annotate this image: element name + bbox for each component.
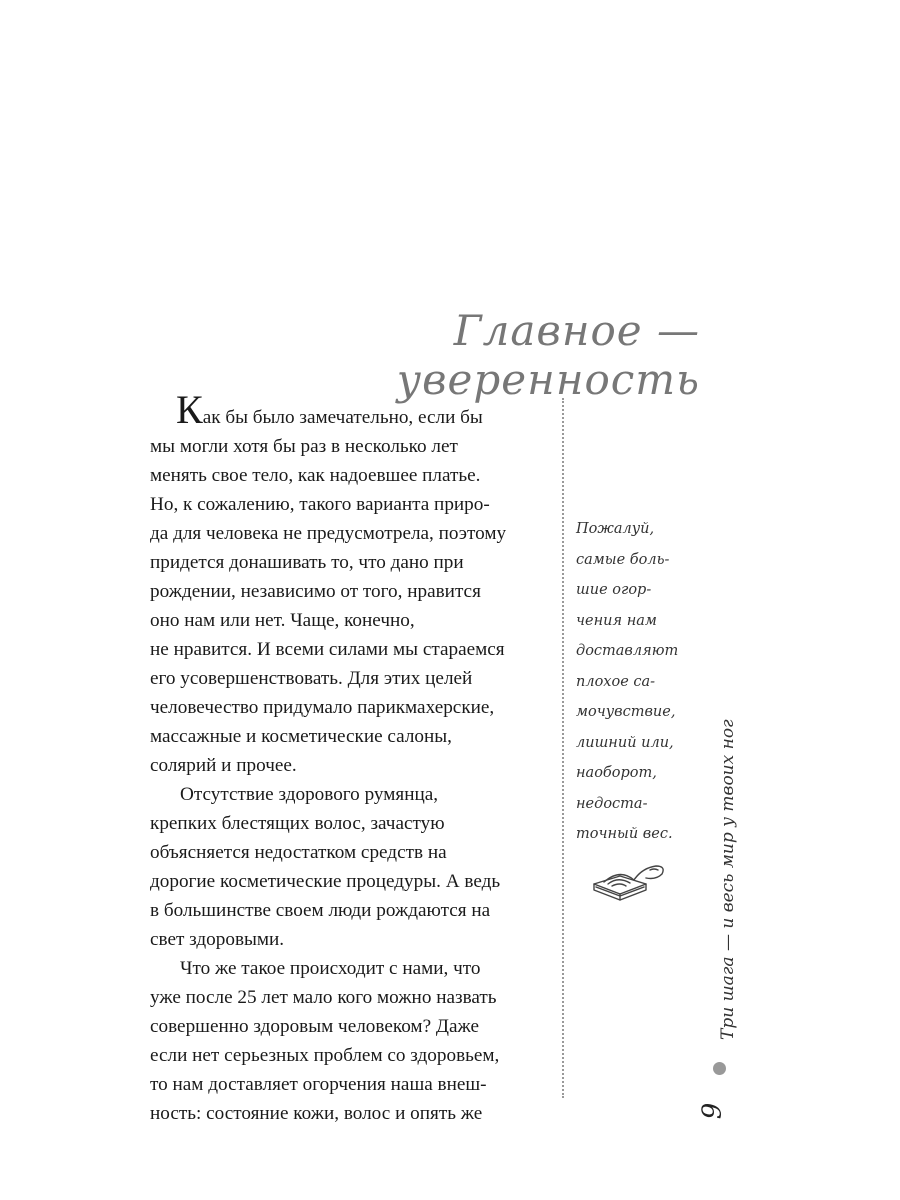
text-line: солярий и прочее.	[150, 755, 297, 776]
text-line: человечество придумало парикмахерские,	[150, 697, 495, 718]
sidenote-line: точный вес.	[576, 826, 673, 842]
sidenote-line: лишний или,	[576, 734, 674, 751]
text-line: оно нам или нет. Чаще, конечно,	[150, 610, 415, 631]
text-line: мы могли хотя бы раз в несколько лет	[150, 436, 458, 457]
text-line: не нравится. И всеми силами мы стараемся	[150, 639, 505, 660]
text-line: совершенно здоровым человеком? Даже	[150, 1016, 480, 1037]
sidenote-line: плохое са-	[576, 673, 656, 690]
first-line	[150, 387, 545, 432]
text-line: свет здоровыми.	[150, 929, 285, 950]
sidenote-line: мочувствие,	[576, 704, 676, 720]
text-line: в большинстве своем люди рождаются на	[150, 900, 491, 921]
text-line: да для человека не предусмотрела, поэтому	[150, 523, 507, 544]
text-line: дорогие косметические процедуры. А ведь	[150, 871, 501, 892]
text-line: его усовершенствовать. Для этих целей	[150, 668, 473, 689]
text-line: Что же такое происходит с нами, что	[180, 958, 481, 979]
text-line: придется донашивать то, что дано при	[150, 552, 464, 573]
text-line: крепких блестящих волос, зачастую	[150, 813, 445, 834]
sidenote-line: Пожалуй,	[576, 521, 655, 537]
text-line: Отсутствие здорового румянца,	[180, 784, 439, 805]
separator-dot	[713, 1062, 726, 1075]
drop-cap: К	[176, 387, 203, 432]
text-line: менять свое тело, как надоевшее платье.	[150, 465, 481, 486]
page-number: 9	[697, 1102, 728, 1120]
book-sketch-icon	[590, 858, 670, 908]
sidenote-line: доставляют	[576, 643, 679, 659]
text-line: если нет серьезных проблем со здоровьем,	[150, 1045, 500, 1066]
dotted-divider	[562, 398, 564, 1098]
sidenote-line: наоборот,	[576, 765, 657, 781]
page-title: Главное — уверенность	[396, 306, 700, 404]
text-line: Но, к сожалению, такого варианта приро-	[150, 494, 490, 515]
text-line: ность: состояние кожи, волос и опять же	[150, 1103, 483, 1124]
text-line: массажные и косметические салоны,	[150, 726, 452, 747]
text-line: объясняется недостатком средств на	[150, 842, 447, 863]
main-text	[150, 387, 545, 1128]
text-line: уже после 25 лет мало кого можно назвать	[150, 987, 497, 1008]
running-head: Три шага — и весь мир у твоих ног	[718, 719, 738, 1040]
sidenote-line: шие огор-	[576, 582, 652, 598]
sidenote	[576, 514, 706, 850]
text-line: рождении, независимо от того, нравится	[150, 581, 481, 602]
sidenote-line: недоста-	[576, 795, 648, 812]
text-line: то нам доставляет огорчения наша внеш-	[150, 1074, 487, 1095]
sidenote-line: чения нам	[576, 612, 657, 629]
first-line-text: ак бы было замечательно, если бы	[202, 407, 483, 428]
sidenote-line: самые боль-	[576, 551, 670, 568]
